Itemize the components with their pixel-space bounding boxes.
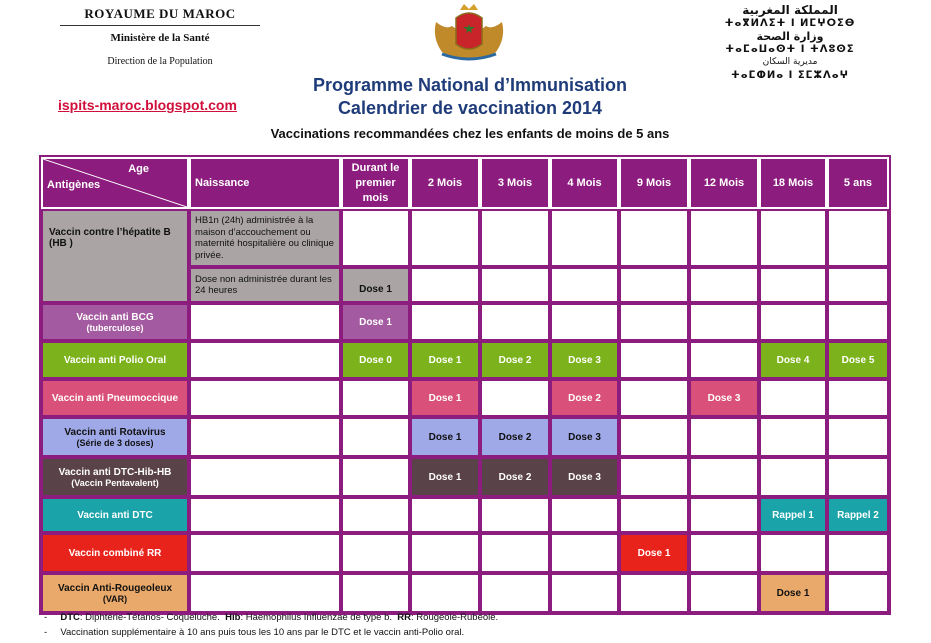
table-cell — [189, 457, 341, 497]
table-cell — [480, 533, 550, 573]
footnote-2-bullet: - — [44, 627, 48, 638]
table-cell — [759, 379, 827, 417]
dose-cell — [410, 457, 480, 497]
hb-dose-1 — [341, 267, 410, 303]
table-cell — [550, 267, 619, 303]
dose-label: Dose 1 — [428, 431, 462, 443]
dose-label: Rappel 2 — [837, 509, 879, 521]
table-row — [41, 533, 889, 573]
col-header-5-ans: 5 ans — [827, 157, 889, 209]
table-cell — [480, 497, 550, 533]
antigen-hb — [41, 209, 189, 303]
table-cell — [550, 303, 619, 341]
table-cell — [189, 533, 341, 573]
table-cell — [689, 267, 759, 303]
corner-age-label: Age — [128, 163, 149, 175]
antigen-subtitle: (VAR) — [102, 593, 128, 604]
dose-cell — [410, 417, 480, 457]
antigen-name: Vaccin anti Pneumoccique — [51, 392, 179, 404]
antigen-subtitle: (tuberculose) — [86, 322, 144, 333]
antigen-name-cell — [41, 533, 189, 573]
dose-label: Dose 1 — [776, 587, 810, 599]
arabic-country: المملكة المغربية — [742, 3, 838, 17]
table-row — [41, 303, 889, 341]
table-cell — [480, 573, 550, 613]
footnote-2-text: Vaccination supplémentaire à 10 ans puis tous les 10 ans par le DTC et le vaccin anti-Polio oral. — [60, 627, 465, 638]
antigen-name-cell — [41, 417, 189, 457]
antigen-name-cell — [41, 341, 189, 379]
table-cell — [689, 209, 759, 267]
table-cell — [689, 497, 759, 533]
table-cell — [759, 457, 827, 497]
table-cell — [480, 379, 550, 417]
antigen-name: Vaccin anti Rotavirus — [64, 426, 166, 438]
table-cell — [341, 573, 410, 613]
footnote-2 — [44, 627, 464, 638]
title-line-2: Calendrier de vaccination 2014 — [337, 98, 603, 118]
table-cell — [480, 267, 550, 303]
table-cell — [189, 573, 341, 613]
dose-label: Dose 3 — [568, 354, 601, 366]
direction-name: Direction de la Population — [107, 56, 213, 67]
dose-label: Dose 2 — [498, 431, 532, 443]
table-cell — [827, 573, 889, 613]
table-cell — [619, 417, 689, 457]
table-cell — [827, 209, 889, 267]
table-cell — [341, 497, 410, 533]
table-cell — [689, 573, 759, 613]
antigen-name: Vaccin anti DTC-Hib-HB — [58, 466, 172, 478]
table-cell — [550, 209, 619, 267]
tifinagh-country: ⵜⴰⴳⵍⴷⵉⵜ ⵏ ⵍⵎⵖⵔⵉⴱ — [724, 18, 856, 29]
antigen-subtitle: (Vaccin Pentavalent) — [71, 477, 159, 488]
antigen-subtitle: (Série de 3 doses) — [76, 437, 154, 448]
blog-link[interactable]: ispits-maroc.blogspot.com — [58, 97, 237, 113]
corner-cell — [41, 157, 189, 209]
table-cell — [189, 497, 341, 533]
table-cell — [341, 533, 410, 573]
dose-label: Dose 0 — [359, 354, 392, 366]
table-cell — [619, 497, 689, 533]
dose-cell — [619, 533, 689, 573]
table-cell — [410, 573, 480, 613]
table-cell — [410, 497, 480, 533]
table-cell — [480, 209, 550, 267]
arabic-ministry: وزارة الصحة — [756, 30, 824, 43]
antigen-name-cell — [41, 457, 189, 497]
dose-label: Dose 1 — [637, 547, 671, 559]
hb-dose-1-label: Dose 1 — [359, 283, 392, 295]
col-header-premier-mois: Durant le premier mois — [341, 157, 410, 209]
footnote-1-bullet: - — [44, 612, 48, 623]
antigen-name-cell — [41, 303, 189, 341]
table-cell — [341, 457, 410, 497]
dose-label: Dose 1 — [428, 354, 462, 366]
dose-cell — [341, 303, 410, 341]
table-cell — [480, 303, 550, 341]
table-cell — [410, 267, 480, 303]
table-cell — [689, 341, 759, 379]
antigen-hb-label: Vaccin contre l’hépatite B (HB ) — [49, 227, 171, 249]
table-row — [41, 417, 889, 457]
table-cell — [410, 209, 480, 267]
dose-label: Rappel 1 — [772, 509, 814, 521]
table-cell — [410, 303, 480, 341]
header-row — [41, 157, 889, 209]
table-row — [41, 497, 889, 533]
header-left — [30, 6, 290, 67]
col-header-3-mois: 3 Mois — [480, 157, 550, 209]
dose-label: Dose 3 — [568, 431, 601, 443]
table-cell — [759, 417, 827, 457]
dose-label: Dose 1 — [428, 392, 462, 404]
table-cell — [619, 573, 689, 613]
table-cell — [619, 379, 689, 417]
dose-cell — [827, 497, 889, 533]
table-cell — [619, 209, 689, 267]
antigen-name: Vaccin combiné RR — [68, 547, 162, 559]
dose-label: Dose 3 — [707, 392, 741, 404]
table-cell — [410, 533, 480, 573]
col-header-naissance: Naissance — [189, 157, 341, 209]
dose-cell — [480, 341, 550, 379]
dose-cell — [480, 417, 550, 457]
page-title — [240, 74, 700, 120]
table-cell — [341, 209, 410, 267]
col-header-18-mois: 18 Mois — [759, 157, 827, 209]
table-cell — [689, 457, 759, 497]
table-cell — [189, 417, 341, 457]
dose-label: Dose 1 — [428, 471, 462, 483]
corner-antigens-label: Antigènes — [47, 179, 101, 191]
dose-label: Dose 2 — [498, 354, 532, 366]
dose-cell — [410, 341, 480, 379]
table-cell — [759, 533, 827, 573]
table-cell — [341, 417, 410, 457]
vaccination-table — [39, 155, 891, 615]
dose-cell — [550, 457, 619, 497]
abbr-dtc: DTC — [60, 612, 80, 623]
dose-cell — [480, 457, 550, 497]
col-header-9-mois: 9 Mois — [619, 157, 689, 209]
table-cell — [619, 303, 689, 341]
table-cell — [189, 341, 341, 379]
title-line-1: Programme National d’Immunisation — [312, 75, 628, 95]
dose-label: Dose 5 — [841, 354, 875, 366]
table-cell — [827, 267, 889, 303]
dose-cell — [759, 497, 827, 533]
table-cell — [619, 457, 689, 497]
abbr-dtc-def: : Diphtérie-Tétanos- Coqueluche. — [79, 612, 220, 623]
vaccine-rows — [41, 303, 889, 613]
dose-label: Dose 3 — [568, 471, 601, 483]
dose-cell — [759, 573, 827, 613]
dose-cell — [410, 379, 480, 417]
antigen-name-cell — [41, 573, 189, 613]
table-cell — [550, 573, 619, 613]
table-cell — [189, 379, 341, 417]
page-subtitle: Vaccinations recommandées chez les enfants de moins de 5 ans — [270, 126, 670, 141]
table-cell — [827, 457, 889, 497]
ministry-name: Ministère de la Santé — [110, 32, 210, 44]
abbr-rr: RR — [397, 612, 412, 623]
dose-cell — [759, 341, 827, 379]
tifinagh-direction: ⵜⴰⵎⵀⵍⴰ ⵏ ⵉⵎⵣⴷⴰⵖ — [730, 70, 850, 81]
antigen-name-cell — [41, 497, 189, 533]
antigen-name-cell — [41, 379, 189, 417]
hb-birth-text: HB1n (24h) administrée à la maison d’accouchement ou maternité hospitalière ou clinique privée. — [189, 209, 341, 267]
abbr-hib: Hib — [225, 612, 241, 623]
table-row — [41, 573, 889, 613]
table-cell — [689, 533, 759, 573]
dose-cell — [827, 341, 889, 379]
table-cell — [759, 209, 827, 267]
col-header-12-mois: 12 Mois — [689, 157, 759, 209]
dose-cell — [550, 379, 619, 417]
dose-cell — [550, 341, 619, 379]
col-header-2-mois: 2 Mois — [410, 157, 480, 209]
table-row-hb-1 — [41, 209, 889, 267]
table-cell — [619, 267, 689, 303]
dose-label: Dose 1 — [359, 316, 392, 328]
table-cell — [827, 303, 889, 341]
header-rule — [60, 25, 260, 26]
tifinagh-ministry: ⵜⴰⵎⴰⵡⴰⵙⵜ ⵏ ⵜⴷⵓⵙⵉ — [725, 44, 855, 55]
table-cell — [759, 267, 827, 303]
dose-cell — [689, 379, 759, 417]
table-row — [41, 341, 889, 379]
dose-cell — [550, 417, 619, 457]
table-row — [41, 379, 889, 417]
dose-label: Dose 2 — [568, 392, 601, 404]
table-cell — [689, 303, 759, 341]
table-cell — [759, 303, 827, 341]
country-name: ROYAUME DU MAROC — [84, 6, 236, 21]
table-cell — [689, 417, 759, 457]
table-cell — [827, 379, 889, 417]
dose-label: Dose 2 — [498, 471, 532, 483]
col-header-4-mois: 4 Mois — [550, 157, 619, 209]
footnote-1 — [44, 612, 498, 623]
table-cell — [189, 303, 341, 341]
antigen-name: Vaccin anti Polio Oral — [63, 354, 167, 366]
hb-late-text: Dose non administrée durant les 24 heures — [189, 267, 341, 303]
table-cell — [550, 497, 619, 533]
table-cell — [827, 533, 889, 573]
table-cell — [827, 417, 889, 457]
dose-label: Dose 4 — [776, 354, 810, 366]
header-right — [680, 4, 900, 82]
table-cell — [341, 379, 410, 417]
abbr-rr-def: : Rougeole-Rubéole. — [411, 612, 499, 623]
table-cell — [550, 533, 619, 573]
abbr-hib-def: : Haemophilus Influenzae de type b. — [240, 612, 393, 623]
table-row — [41, 457, 889, 497]
table-cell — [619, 341, 689, 379]
antigen-name: Vaccin Anti-Rougeoleux — [57, 582, 173, 594]
coat-of-arms-emblem — [428, 4, 510, 62]
antigen-name: Vaccin anti BCG — [76, 311, 154, 323]
antigen-name: Vaccin anti DTC — [77, 509, 153, 521]
arabic-direction: مديرية السكان — [762, 57, 818, 67]
dose-cell — [341, 341, 410, 379]
